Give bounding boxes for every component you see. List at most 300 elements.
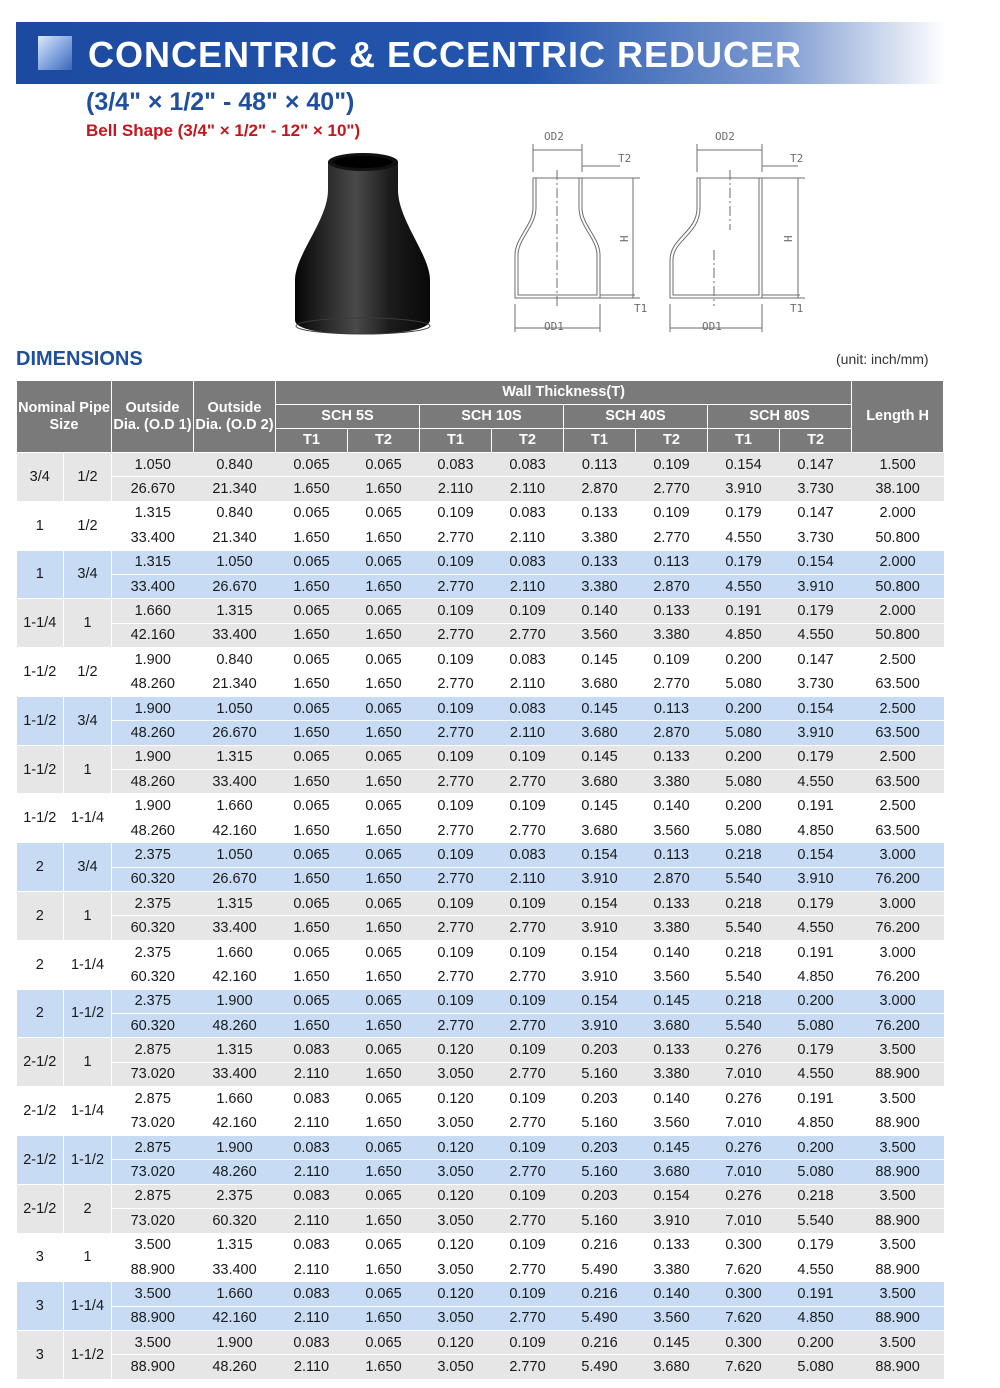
table-cell-mm: 5.540: [708, 965, 780, 989]
table-row: [17, 965, 944, 989]
table-row: [17, 1013, 944, 1037]
table-cell-mm: 3.910: [780, 721, 852, 745]
table-cell-mm: 2.110: [420, 477, 492, 501]
table-cell-inch: 0.179: [708, 550, 780, 574]
table-cell-inch: 3.500: [852, 1038, 944, 1062]
table-row: [17, 1160, 944, 1184]
table-cell-mm: 2.770: [420, 1013, 492, 1037]
table-cell-inch: 0.109: [492, 1282, 564, 1306]
table-cell-inch: 3.000: [852, 892, 944, 916]
table-cell-inch: 1.900: [194, 1135, 276, 1159]
table-cell-inch: 0.191: [780, 1282, 852, 1306]
table-cell-inch: 0.140: [564, 599, 636, 623]
table-cell-inch: 0.133: [636, 892, 708, 916]
table-cell-mm: 1.650: [348, 1355, 420, 1379]
t1-label-eccentric: T1: [790, 302, 804, 315]
table-cell-inch: 1.315: [194, 1233, 276, 1257]
table-cell-mm: 2.110: [492, 477, 564, 501]
table-cell-inch: 0.179: [780, 1038, 852, 1062]
table-row: [17, 770, 944, 794]
table-cell-mm: 1.650: [348, 867, 420, 891]
header-t1: T1: [276, 429, 348, 453]
table-cell-inch: 0.203: [564, 1135, 636, 1159]
table-cell-mm: 2.110: [492, 574, 564, 598]
table-row: [17, 843, 944, 867]
reducer-photo: [290, 150, 435, 335]
table-body: [17, 453, 944, 1380]
table-cell-mm: 7.010: [708, 1209, 780, 1233]
table-cell-inch: 0.218: [708, 892, 780, 916]
table-cell-mm: 5.540: [708, 1013, 780, 1037]
table-cell-mm: 2.770: [492, 1355, 564, 1379]
table-cell-inch: 0.120: [420, 1282, 492, 1306]
table-cell-inch: 0.154: [564, 989, 636, 1013]
table-row: [17, 1209, 944, 1233]
table-cell-inch: 0.065: [276, 550, 348, 574]
table-cell-inch: 0.113: [636, 550, 708, 574]
table-cell-inch: 2.500: [852, 794, 944, 818]
table-cell-mm: 2.770: [636, 477, 708, 501]
od1-label-eccentric: OD1: [702, 320, 722, 333]
table-cell-mm: 1.650: [348, 770, 420, 794]
table-cell-inch: 0.065: [276, 892, 348, 916]
table-cell-mm: 1.650: [348, 721, 420, 745]
table-cell-mm: 2.770: [492, 916, 564, 940]
table-row: [17, 1087, 944, 1111]
nominal-size-large: 1-1/2: [17, 745, 64, 794]
table-cell-inch: 0.065: [348, 1233, 420, 1257]
table-cell-inch: 3.500: [112, 1282, 194, 1306]
table-cell-mm: 21.340: [194, 477, 276, 501]
table-cell-inch: 0.109: [420, 550, 492, 574]
table-cell-inch: 0.276: [708, 1184, 780, 1208]
table-cell-mm: 7.010: [708, 1111, 780, 1135]
table-cell-inch: 0.140: [636, 1282, 708, 1306]
table-cell-inch: 0.109: [492, 794, 564, 818]
nominal-size-large: 2-1/2: [17, 1135, 64, 1184]
table-cell-mm: 2.770: [636, 526, 708, 550]
table-cell-mm: 2.770: [420, 818, 492, 842]
table-row: [17, 453, 944, 477]
table-cell-mm: 3.380: [636, 1257, 708, 1281]
table-cell-inch: 0.145: [564, 696, 636, 720]
table-cell-inch: 0.109: [420, 989, 492, 1013]
table-cell-mm: 42.160: [194, 965, 276, 989]
table-row: [17, 1135, 944, 1159]
table-cell-mm: 88.900: [852, 1062, 944, 1086]
table-cell-mm: 3.910: [564, 1013, 636, 1037]
table-cell-inch: 0.145: [564, 648, 636, 672]
table-cell-inch: 0.140: [636, 1087, 708, 1111]
table-cell-inch: 0.133: [636, 1233, 708, 1257]
table-row: [17, 623, 944, 647]
table-cell-mm: 63.500: [852, 721, 944, 745]
table-cell-mm: 88.900: [852, 1111, 944, 1135]
table-cell-mm: 48.260: [112, 818, 194, 842]
header-sch-80s: SCH 80S: [708, 405, 852, 429]
table-cell-inch: 0.065: [348, 1087, 420, 1111]
table-cell-mm: 3.680: [636, 1355, 708, 1379]
table-cell-inch: 0.147: [780, 453, 852, 477]
table-cell-mm: 2.870: [636, 867, 708, 891]
table-cell-inch: 0.147: [780, 648, 852, 672]
dimensions-table: [16, 380, 944, 1380]
table-cell-mm: 5.080: [780, 1160, 852, 1184]
table-row: [17, 477, 944, 501]
table-cell-inch: 0.203: [564, 1038, 636, 1062]
table-cell-mm: 60.320: [112, 867, 194, 891]
table-cell-mm: 1.650: [276, 770, 348, 794]
table-cell-mm: 5.080: [708, 818, 780, 842]
table-cell-mm: 2.770: [420, 672, 492, 696]
table-cell-inch: 0.083: [492, 648, 564, 672]
table-cell-mm: 2.870: [636, 721, 708, 745]
table-row: [17, 550, 944, 574]
table-cell-mm: 3.560: [636, 965, 708, 989]
table-cell-inch: 2.500: [852, 696, 944, 720]
table-cell-inch: 0.113: [636, 696, 708, 720]
table-cell-mm: 2.770: [420, 916, 492, 940]
table-cell-inch: 0.154: [780, 696, 852, 720]
table-cell-inch: 1.900: [194, 1331, 276, 1355]
table-cell-inch: 0.083: [492, 550, 564, 574]
table-cell-inch: 0.840: [194, 453, 276, 477]
table-cell-mm: 1.650: [276, 916, 348, 940]
table-cell-inch: 1.660: [194, 1282, 276, 1306]
table-cell-inch: 0.179: [780, 1233, 852, 1257]
table-cell-inch: 0.133: [564, 550, 636, 574]
table-cell-inch: 0.179: [708, 501, 780, 525]
table-cell-mm: 2.770: [420, 867, 492, 891]
table-cell-inch: 0.083: [276, 1135, 348, 1159]
table-cell-mm: 42.160: [112, 623, 194, 647]
table-cell-mm: 5.160: [564, 1111, 636, 1135]
table-cell-inch: 0.065: [276, 501, 348, 525]
table-cell-mm: 3.050: [420, 1257, 492, 1281]
nominal-size-small: 3/4: [64, 550, 112, 599]
table-cell-mm: 2.770: [420, 721, 492, 745]
nominal-size-large: 1-1/2: [17, 696, 64, 745]
table-cell-inch: 0.120: [420, 1184, 492, 1208]
table-cell-inch: 0.109: [420, 940, 492, 964]
table-cell-inch: 3.500: [112, 1331, 194, 1355]
table-cell-mm: 2.110: [492, 721, 564, 745]
table-cell-inch: 0.083: [276, 1038, 348, 1062]
table-cell-mm: 3.560: [564, 623, 636, 647]
table-cell-mm: 2.770: [420, 526, 492, 550]
table-cell-mm: 48.260: [112, 770, 194, 794]
table-cell-mm: 3.380: [564, 526, 636, 550]
nominal-size-small: 1: [64, 892, 112, 941]
table-cell-mm: 2.110: [276, 1209, 348, 1233]
table-cell-inch: 0.147: [780, 501, 852, 525]
nominal-size-large: 2-1/2: [17, 1038, 64, 1087]
table-cell-mm: 60.320: [194, 1209, 276, 1233]
table-cell-mm: 3.380: [636, 623, 708, 647]
table-cell-inch: 2.375: [194, 1184, 276, 1208]
table-cell-mm: 1.650: [348, 574, 420, 598]
header-nominal-pipe-size: Nominal Pipe Size: [17, 381, 112, 453]
table-cell-mm: 76.200: [852, 867, 944, 891]
table-cell-mm: 88.900: [112, 1257, 194, 1281]
table-cell-mm: 88.900: [852, 1306, 944, 1330]
table-cell-mm: 3.050: [420, 1306, 492, 1330]
table-cell-inch: 0.200: [780, 1135, 852, 1159]
table-cell-mm: 2.770: [492, 818, 564, 842]
table-cell-mm: 42.160: [194, 818, 276, 842]
table-cell-inch: 0.065: [348, 696, 420, 720]
table-cell-mm: 5.490: [564, 1306, 636, 1330]
nominal-size-large: 3: [17, 1282, 64, 1331]
table-cell-mm: 2.770: [492, 1209, 564, 1233]
table-cell-inch: 3.500: [852, 1087, 944, 1111]
header-t2: T2: [492, 429, 564, 453]
table-cell-mm: 2.110: [276, 1062, 348, 1086]
table-cell-mm: 3.730: [780, 526, 852, 550]
table-cell-mm: 3.910: [636, 1209, 708, 1233]
table-cell-mm: 42.160: [194, 1306, 276, 1330]
table-cell-inch: 0.179: [780, 599, 852, 623]
table-cell-mm: 33.400: [194, 1062, 276, 1086]
table-cell-inch: 0.154: [564, 843, 636, 867]
header-outside-dia-1: Outside Dia. (O.D 1): [112, 381, 194, 453]
table-cell-mm: 50.800: [852, 623, 944, 647]
table-cell-mm: 4.550: [780, 770, 852, 794]
table-cell-mm: 1.650: [276, 965, 348, 989]
table-row: [17, 721, 944, 745]
table-cell-inch: 2.375: [112, 843, 194, 867]
table-cell-inch: 0.065: [276, 843, 348, 867]
table-cell-inch: 0.109: [492, 1087, 564, 1111]
table-cell-mm: 2.770: [492, 1306, 564, 1330]
table-cell-inch: 0.065: [348, 794, 420, 818]
nominal-size-small: 1/2: [64, 648, 112, 697]
table-cell-mm: 1.650: [276, 477, 348, 501]
table-cell-inch: 0.065: [348, 453, 420, 477]
table-cell-mm: 2.110: [492, 526, 564, 550]
table-cell-inch: 2.875: [112, 1135, 194, 1159]
table-cell-mm: 33.400: [194, 1257, 276, 1281]
header-t1: T1: [708, 429, 780, 453]
table-cell-inch: 0.179: [780, 745, 852, 769]
table-cell-mm: 3.050: [420, 1111, 492, 1135]
table-cell-mm: 1.650: [276, 623, 348, 647]
table-cell-mm: 1.650: [348, 623, 420, 647]
table-cell-inch: 2.500: [852, 745, 944, 769]
nominal-size-small: 3/4: [64, 843, 112, 892]
table-cell-mm: 2.870: [564, 477, 636, 501]
table-cell-inch: 0.140: [636, 940, 708, 964]
table-cell-mm: 5.160: [564, 1062, 636, 1086]
table-cell-mm: 1.650: [348, 1111, 420, 1135]
nominal-size-small: 1-1/4: [64, 1282, 112, 1331]
table-cell-mm: 4.550: [780, 1062, 852, 1086]
table-cell-inch: 0.065: [348, 989, 420, 1013]
table-cell-mm: 1.650: [276, 867, 348, 891]
nominal-size-small: 1/2: [64, 453, 112, 502]
table-cell-mm: 1.650: [276, 818, 348, 842]
table-cell-mm: 76.200: [852, 1013, 944, 1037]
table-cell-inch: 0.145: [636, 1135, 708, 1159]
nominal-size-small: 1-1/4: [64, 1087, 112, 1136]
table-cell-inch: 0.109: [420, 501, 492, 525]
od1-label-concentric: OD1: [544, 320, 564, 333]
table-cell-inch: 0.083: [492, 501, 564, 525]
table-cell-inch: 0.083: [276, 1331, 348, 1355]
table-cell-inch: 1.900: [112, 648, 194, 672]
table-cell-mm: 73.020: [112, 1209, 194, 1233]
table-cell-inch: 2.500: [852, 648, 944, 672]
table-cell-mm: 4.550: [708, 526, 780, 550]
table-cell-inch: 0.154: [564, 892, 636, 916]
table-cell-inch: 0.200: [708, 648, 780, 672]
table-cell-inch: 1.315: [194, 892, 276, 916]
table-cell-mm: 33.400: [112, 526, 194, 550]
table-cell-mm: 3.680: [636, 1160, 708, 1184]
h-label-concentric: H: [618, 235, 631, 242]
table-cell-mm: 63.500: [852, 818, 944, 842]
table-cell-inch: 1.900: [112, 696, 194, 720]
table-cell-inch: 0.120: [420, 1233, 492, 1257]
table-cell-mm: 3.910: [564, 965, 636, 989]
table-cell-inch: 0.109: [420, 843, 492, 867]
table-cell-mm: 3.560: [636, 1111, 708, 1135]
table-cell-mm: 2.770: [492, 1062, 564, 1086]
table-cell-mm: 1.650: [276, 672, 348, 696]
table-cell-inch: 3.000: [852, 989, 944, 1013]
table-cell-inch: 1.315: [194, 599, 276, 623]
table-cell-mm: 88.900: [852, 1209, 944, 1233]
nominal-size-small: 2: [64, 1184, 112, 1233]
table-cell-mm: 3.910: [564, 916, 636, 940]
header-t2: T2: [780, 429, 852, 453]
table-cell-mm: 2.770: [492, 770, 564, 794]
table-cell-inch: 2.875: [112, 1038, 194, 1062]
table-cell-mm: 48.260: [194, 1355, 276, 1379]
nominal-size-small: 1: [64, 1233, 112, 1282]
table-cell-mm: 3.560: [636, 818, 708, 842]
table-cell-mm: 1.650: [348, 1306, 420, 1330]
table-cell-inch: 0.200: [708, 794, 780, 818]
table-cell-inch: 0.083: [276, 1282, 348, 1306]
table-cell-inch: 0.191: [780, 1087, 852, 1111]
table-cell-mm: 5.540: [708, 916, 780, 940]
table-cell-inch: 0.154: [780, 550, 852, 574]
table-cell-mm: 2.110: [492, 672, 564, 696]
table-cell-inch: 0.083: [276, 1184, 348, 1208]
table-cell-mm: 4.550: [780, 1257, 852, 1281]
table-cell-mm: 4.550: [708, 574, 780, 598]
table-cell-mm: 1.650: [348, 526, 420, 550]
table-cell-inch: 0.191: [780, 940, 852, 964]
table-cell-inch: 0.065: [276, 940, 348, 964]
table-cell-inch: 0.203: [564, 1087, 636, 1111]
table-row: [17, 599, 944, 623]
table-cell-inch: 2.000: [852, 501, 944, 525]
nominal-size-small: 1-1/4: [64, 794, 112, 843]
table-cell-mm: 21.340: [194, 526, 276, 550]
table-cell-inch: 0.065: [348, 599, 420, 623]
table-cell-inch: 3.500: [852, 1184, 944, 1208]
table-cell-inch: 0.065: [276, 989, 348, 1013]
table-cell-inch: 0.145: [636, 1331, 708, 1355]
t1-label-concentric: T1: [634, 302, 648, 315]
table-cell-inch: 3.500: [852, 1331, 944, 1355]
table-cell-mm: 3.560: [636, 1306, 708, 1330]
nominal-size-large: 1-1/2: [17, 794, 64, 843]
table-cell-inch: 0.133: [564, 501, 636, 525]
table-cell-inch: 0.113: [636, 843, 708, 867]
header-t1: T1: [420, 429, 492, 453]
table-row: [17, 892, 944, 916]
table-row: [17, 1282, 944, 1306]
dimensions-heading: DIMENSIONS: [16, 348, 143, 370]
table-cell-inch: 0.154: [708, 453, 780, 477]
table-row: [17, 672, 944, 696]
table-cell-inch: 0.120: [420, 1135, 492, 1159]
table-cell-mm: 73.020: [112, 1160, 194, 1184]
table-cell-inch: 2.000: [852, 599, 944, 623]
nominal-size-large: 3: [17, 1331, 64, 1380]
table-cell-inch: 0.216: [564, 1282, 636, 1306]
table-cell-inch: 0.109: [492, 1331, 564, 1355]
table-cell-inch: 0.065: [348, 550, 420, 574]
table-cell-mm: 3.910: [780, 574, 852, 598]
header-sch-40s: SCH 40S: [564, 405, 708, 429]
table-cell-inch: 2.875: [112, 1087, 194, 1111]
table-cell-mm: 4.850: [780, 818, 852, 842]
table-cell-mm: 2.770: [420, 770, 492, 794]
table-cell-mm: 3.380: [636, 1062, 708, 1086]
table-cell-mm: 60.320: [112, 1013, 194, 1037]
table-row: [17, 818, 944, 842]
table-cell-mm: 4.850: [780, 965, 852, 989]
nominal-size-large: 2-1/2: [17, 1087, 64, 1136]
table-row: [17, 574, 944, 598]
table-row: [17, 867, 944, 891]
table-cell-inch: 0.109: [636, 501, 708, 525]
table-cell-inch: 0.109: [492, 989, 564, 1013]
table-cell-inch: 0.300: [708, 1331, 780, 1355]
table-cell-mm: 5.080: [708, 672, 780, 696]
table-cell-mm: 7.010: [708, 1062, 780, 1086]
header-t1: T1: [564, 429, 636, 453]
table-cell-mm: 3.050: [420, 1209, 492, 1233]
unit-note: (unit: inch/mm): [836, 351, 929, 367]
header-length-h: Length H: [852, 381, 944, 453]
table-cell-inch: 0.083: [276, 1087, 348, 1111]
table-cell-inch: 0.840: [194, 648, 276, 672]
table-cell-inch: 0.218: [708, 989, 780, 1013]
table-cell-inch: 0.300: [708, 1233, 780, 1257]
title-banner: [16, 22, 946, 84]
header-sch-10s: SCH 10S: [420, 405, 564, 429]
table-cell-inch: 0.191: [780, 794, 852, 818]
table-cell-mm: 7.010: [708, 1160, 780, 1184]
table-cell-inch: 0.276: [708, 1135, 780, 1159]
table-cell-mm: 2.770: [420, 965, 492, 989]
table-cell-inch: 0.065: [276, 745, 348, 769]
table-cell-mm: 3.910: [564, 867, 636, 891]
table-cell-mm: 2.770: [636, 672, 708, 696]
table-cell-inch: 1.660: [194, 794, 276, 818]
table-cell-inch: 1.050: [194, 550, 276, 574]
table-cell-mm: 2.770: [492, 1160, 564, 1184]
table-cell-inch: 0.218: [708, 940, 780, 964]
nominal-size-large: 2-1/2: [17, 1184, 64, 1233]
table-cell-inch: 0.200: [780, 1331, 852, 1355]
table-cell-inch: 0.200: [780, 989, 852, 1013]
